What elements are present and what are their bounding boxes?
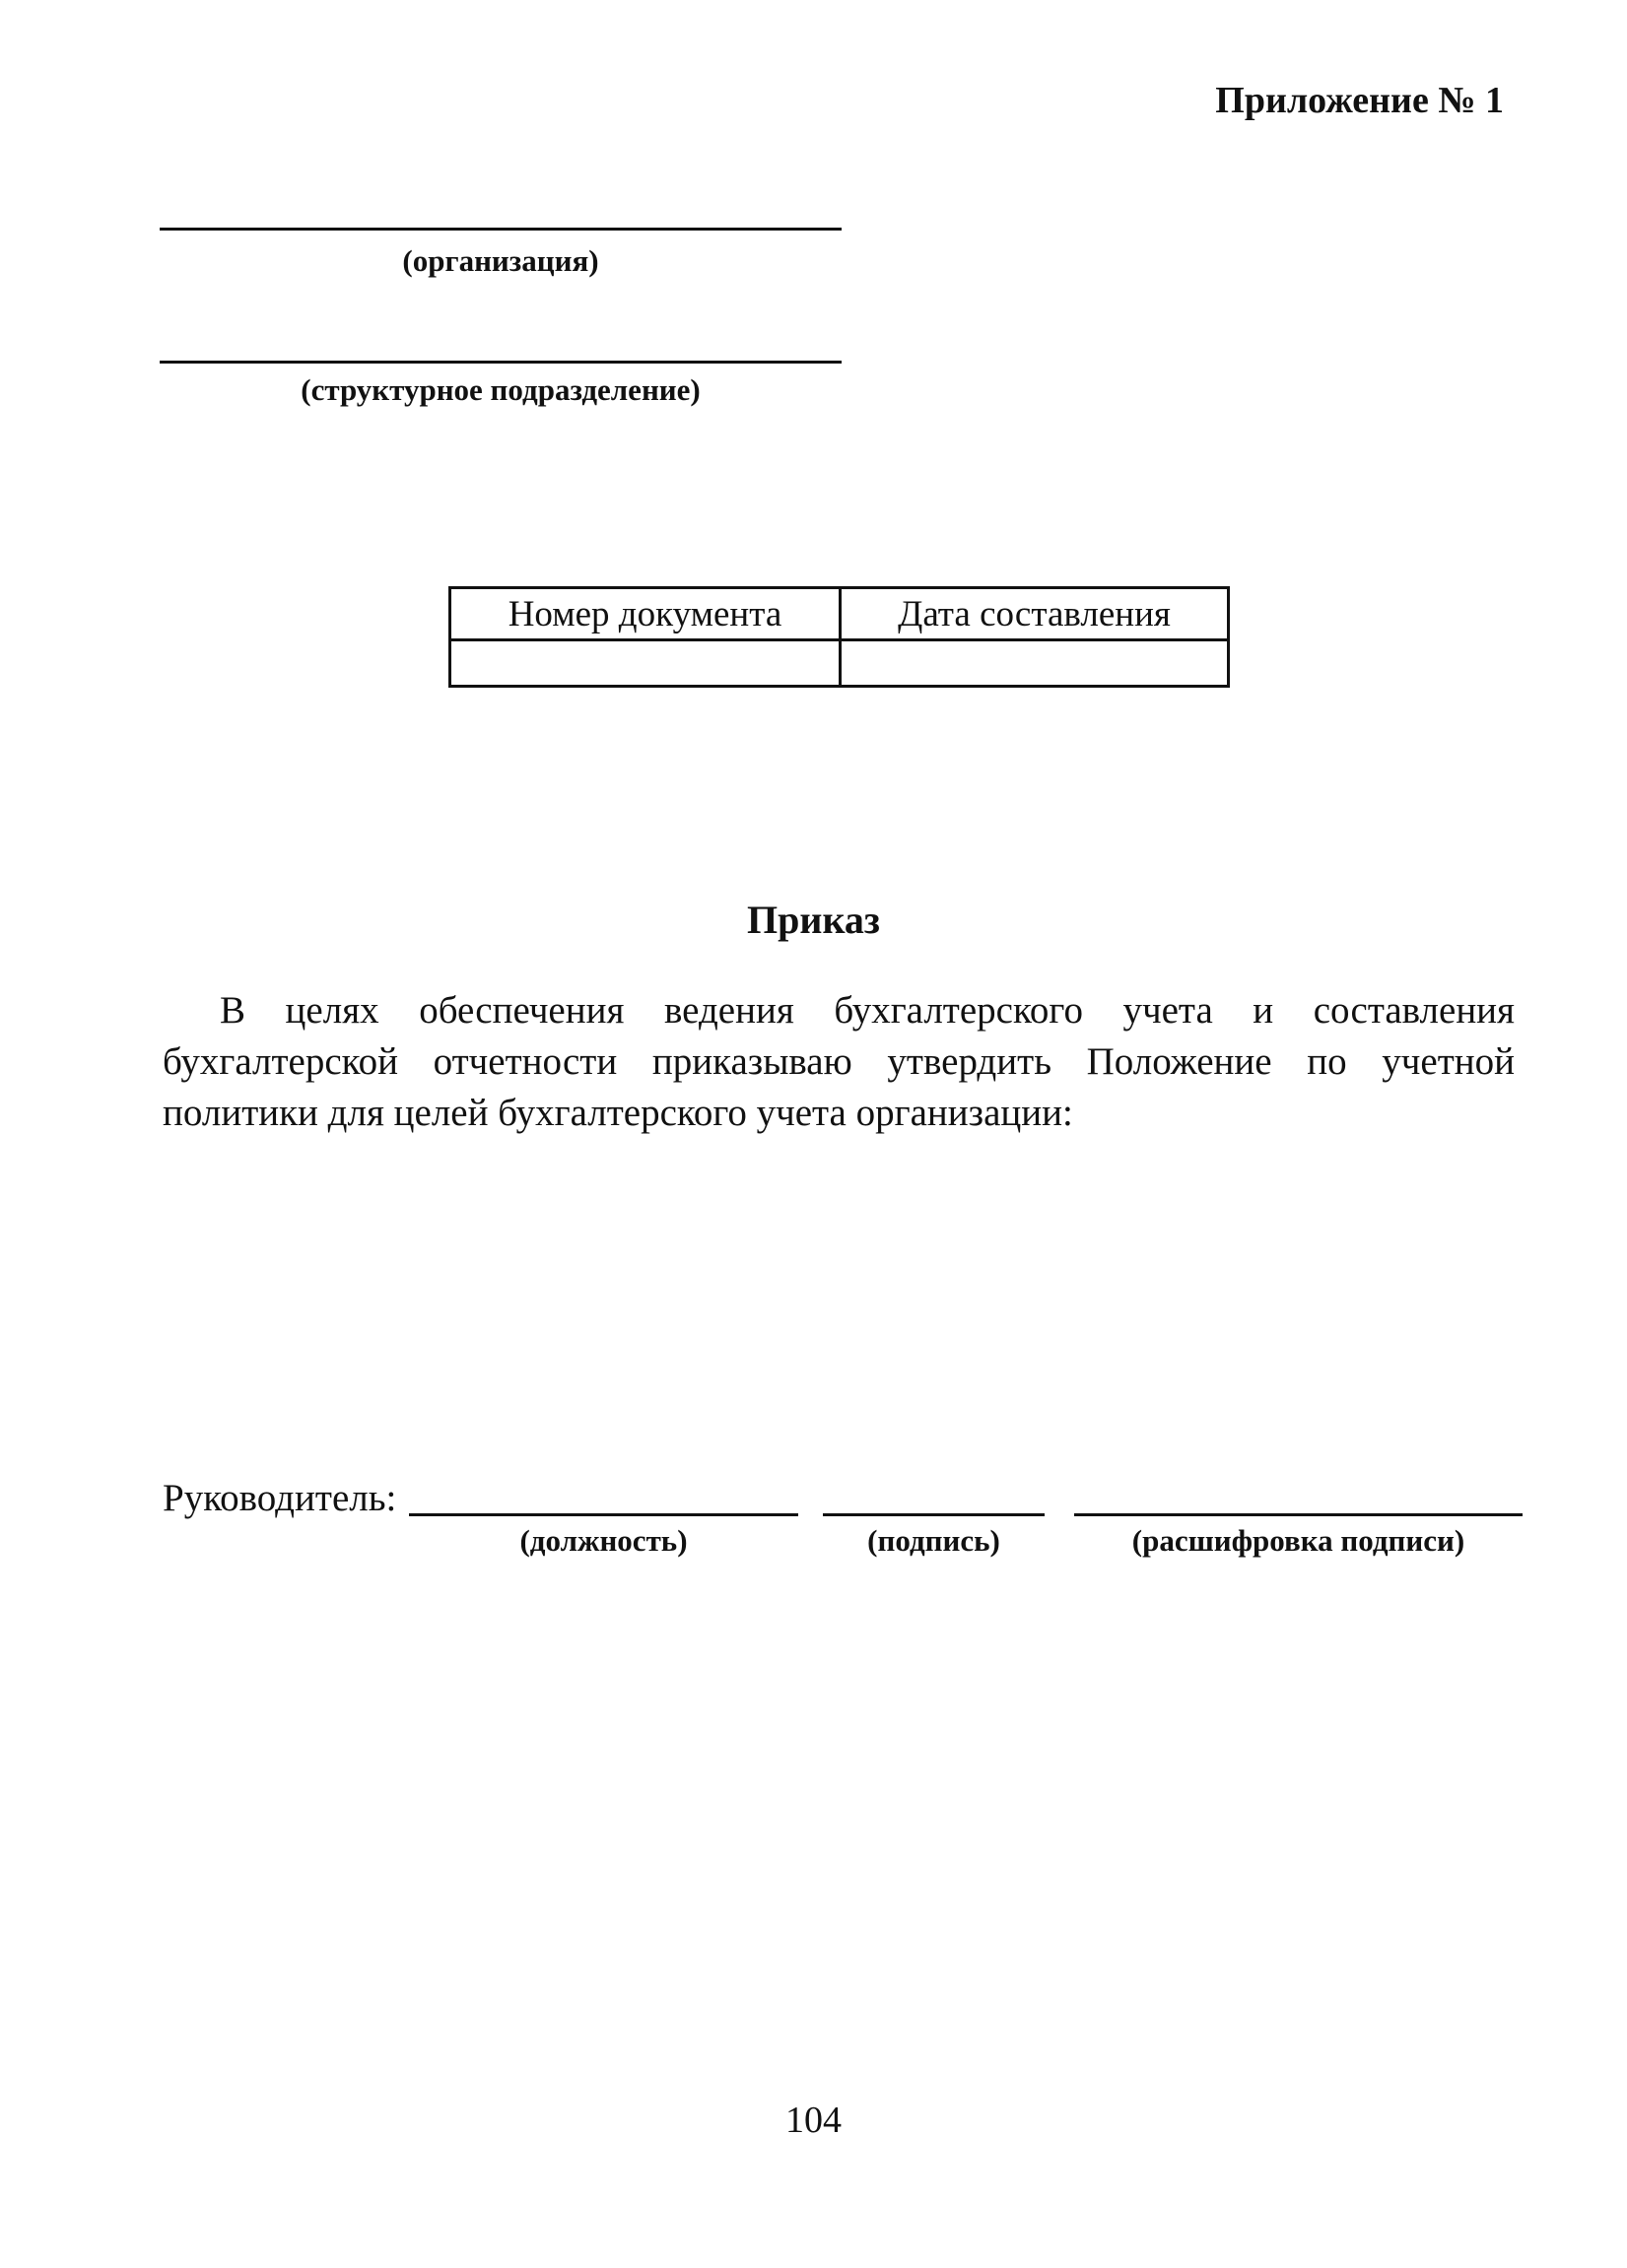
signature-decoding-caption: (расшифровка подписи) bbox=[1131, 1523, 1465, 1558]
position-line[interactable] bbox=[409, 1513, 798, 1516]
division-line[interactable] bbox=[160, 361, 842, 364]
doc-number-value[interactable] bbox=[450, 640, 841, 687]
organization-caption: (организация) bbox=[402, 243, 599, 278]
position-caption: (должность) bbox=[519, 1523, 688, 1558]
document-info-table bbox=[448, 586, 1230, 688]
doc-number-header: Номер документа bbox=[450, 588, 841, 640]
division-caption: (структурное подразделение) bbox=[301, 372, 701, 407]
signature-line[interactable] bbox=[823, 1513, 1045, 1516]
director-label: Руководитель: bbox=[163, 1477, 397, 1519]
appendix-label: Приложение № 1 bbox=[1215, 80, 1504, 121]
signature-caption: (подпись) bbox=[867, 1523, 1000, 1558]
order-title: Приказ bbox=[747, 898, 880, 942]
page-number: 104 bbox=[785, 2100, 842, 2141]
doc-date-header: Дата составления bbox=[841, 588, 1229, 640]
signature-decoding-line[interactable] bbox=[1074, 1513, 1523, 1516]
order-text: В целях обеспечения ведения бухгалтерского учета и составления бухгалтерской отчетности приказываю утвердить Положение по учетной политики для целей бухгалтерского учета организации: bbox=[163, 989, 1515, 1134]
organization-line[interactable] bbox=[160, 228, 842, 231]
doc-date-value[interactable] bbox=[841, 640, 1229, 687]
